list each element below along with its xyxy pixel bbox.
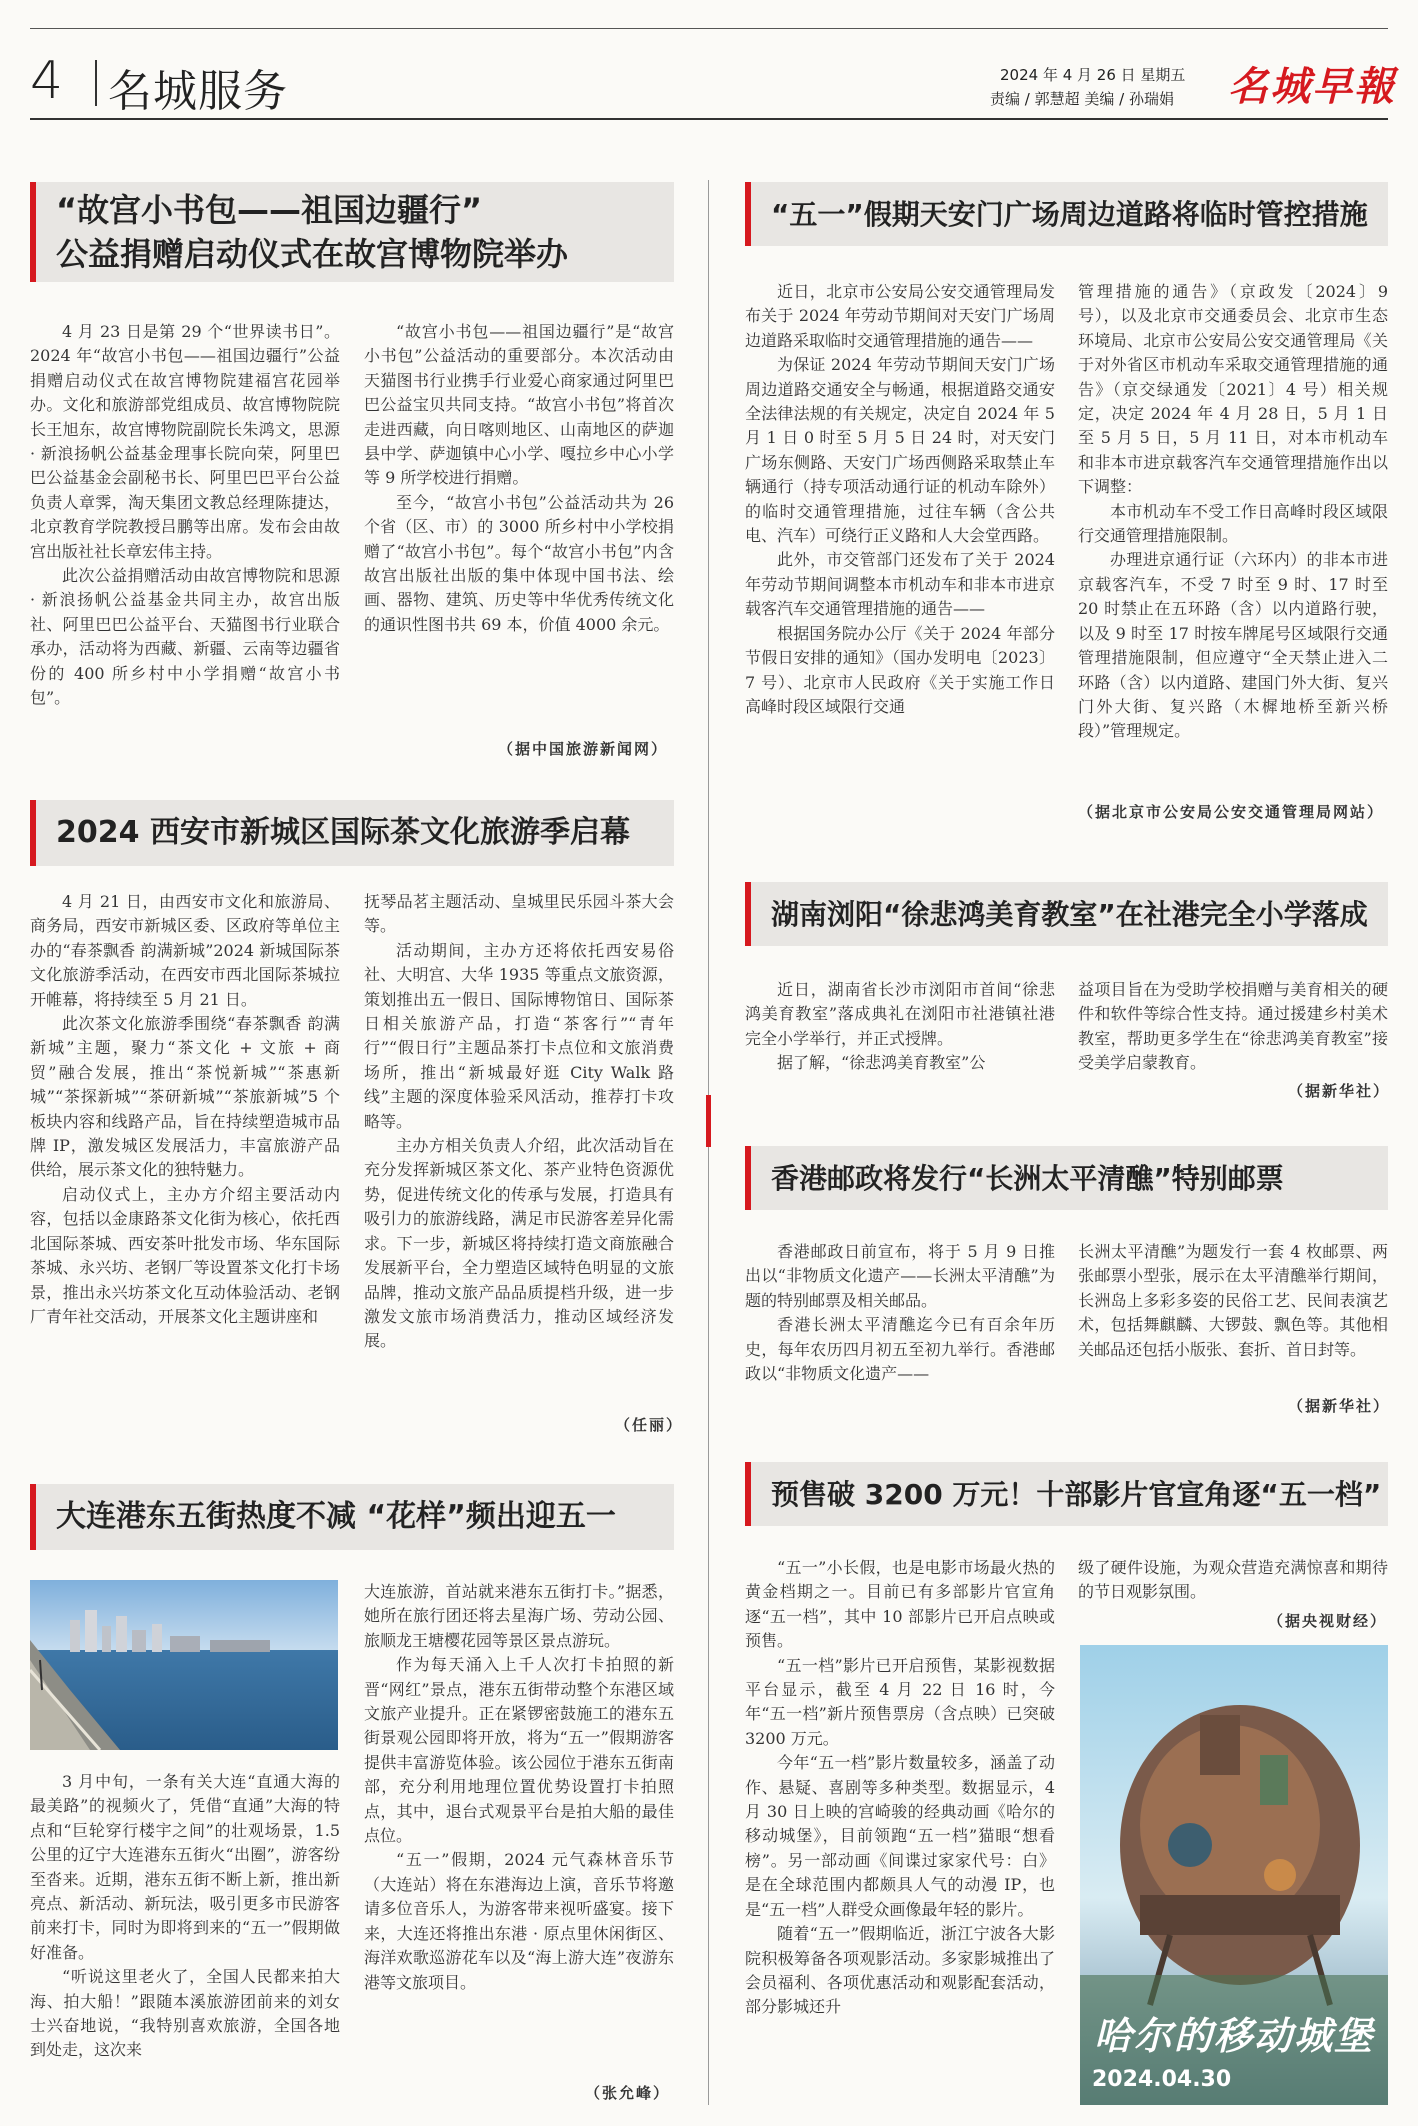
article-title-xian-tea[interactable] bbox=[30, 800, 674, 866]
newspaper-logo: 名城早報 bbox=[1228, 63, 1396, 110]
article-title-liuyang[interactable] bbox=[745, 882, 1388, 946]
issue-date: 2024 年 4 月 26 日 星期五 bbox=[1000, 66, 1186, 84]
article-body-col1 bbox=[745, 280, 1055, 850]
paragraph: “听说这里老火了，全国人民都来拍大海、拍大船！”跟随本溪旅游团前来的刘女士兴奋地说，“我特别喜欢旅游，全国各地到处走，这次来 bbox=[30, 1967, 340, 2060]
column-divider-accent bbox=[706, 1095, 711, 1147]
paragraph: 作为每天涌入上千人次打卡拍照的新晋“网红”景点，港东五街带动整个东港区域文旅产业提升。正在紧锣密鼓施工的港东五街景观公园即将开放，将为“五一”假期游客提供丰富游览体验。该公园位于港东五街南部，充分利用地理位置优势设置打卡拍照点，其中，退台式观景平台是拍大船的最佳点位。 bbox=[364, 1655, 674, 1846]
paragraph: 大连旅游，首站就来港东五街打卡。”据悉，她所在旅行团还将去星海广场、劳动公园、旅顺龙王塘樱花园等景区景点游玩。 bbox=[364, 1582, 674, 1650]
paragraph: 级了硬件设施，为观众营造充满惊喜和期待的节日观影氛围。 bbox=[1078, 1558, 1388, 1602]
paragraph: 根据国务院办公厅《关于 2024 年部分节假日安排的通知》（国办发明电〔2023〕7 号）、北京市人民政府《关于实施工作日高峰时段区域限行交通 bbox=[745, 623, 1055, 716]
article-body-col1 bbox=[745, 1556, 1055, 2102]
article-body-col2 bbox=[1078, 280, 1388, 798]
title-line-1: “故宫小书包——祖国边疆行” bbox=[56, 191, 483, 229]
article-body-col2 bbox=[364, 320, 674, 740]
header-rule-bottom bbox=[30, 118, 1388, 120]
article-body-col1 bbox=[745, 1240, 1055, 1415]
paragraph: 办理进京通行证（六环内）的非本市进京载客汽车，不受 7 时至 9 时、17 时至 20 时禁止在五环路（含）以内道路行驶，以及 9 时至 17 时按车牌尾号区域限行交通管理措施限制，但应遵守“全天禁止进入二环路（含）以内道路、建国门外大街、复兴门外大街、复兴路（木樨地桥至新兴桥段）”管理规定。 bbox=[1078, 550, 1388, 741]
paragraph: 此外，市交管部门还发布了关于 2024 年劳动节期间调整本市机动车和非本市进京载客汽车交通管理措施的通告—— bbox=[745, 550, 1055, 619]
article-body-col2 bbox=[364, 1580, 674, 2080]
paragraph: 4 月 23 日是第 29 个“世界读书日”。2024 年“故宫小书包——祖国边疆行”公益捐赠启动仪式在故宫博物院建福宫花园举办。文化和旅游部党组成员、故宫博物院院长王旭东，故宫博物院副院长朱鸿文，思源 · 新浪扬帆公益基金理事长院向荣，阿里巴巴公益基金会副秘书长、阿里巴巴平台公益负责人章霁，淘天集团文教总经理陈捷达，北京教育学院教授吕鹏等出席。发布会由故宫出版社社长章宏伟主持。 bbox=[30, 322, 340, 561]
article-body-col2 bbox=[364, 890, 674, 1440]
paragraph: “五一”假期，2024 元气森林音乐节（大连站）将在东港海边上演，音乐节将邀请多位音乐人，为游客带来视听盛宴。接下来，大连还将推出东港 · 原点里休闲街区、海洋欢歌巡游花车以及“海上游大连”夜游东港等文旅项目。 bbox=[364, 1850, 674, 1992]
poster-date: 2024.04.30 bbox=[1092, 2067, 1232, 2092]
section-title: 名城服务 bbox=[108, 66, 288, 117]
movie-poster bbox=[1080, 1645, 1388, 2105]
paragraph: 据了解，“徐悲鸿美育教室”公 bbox=[777, 1053, 986, 1073]
paragraph: 随着“五一”假期临近，浙江宁波各大影院积极筹备各项观影活动。多家影城推出了会员福利、各项优惠活动和观影配套活动，部分影城还升 bbox=[745, 1924, 1055, 2017]
article-source: （任丽） bbox=[615, 1416, 684, 1434]
editors-credit: 责编 / 郭慧超 美编 / 孙瑞娟 bbox=[990, 90, 1174, 108]
header-divider bbox=[95, 60, 97, 106]
paragraph: 本市机动车不受工作日高峰时段区域限行交通管理措施限制。 bbox=[1078, 501, 1388, 546]
article-source: （据北京市公安局公安交通管理局网站） bbox=[1078, 803, 1385, 821]
poster-title: 哈尔的移动城堡 bbox=[1094, 2014, 1375, 2058]
paragraph: 近日，湖南省长沙市浏阳市首间“徐悲鸿美育教室”落成典礼在浏阳市社港镇社港完全小学举行，并正式授牌。 bbox=[745, 980, 1055, 1048]
article-body-col2 bbox=[1078, 978, 1388, 1078]
title-line-2: 公益捐赠启动仪式在故宫博物院举办 bbox=[56, 235, 569, 273]
article-source: （据央视财经） bbox=[1268, 1612, 1388, 1630]
paragraph: 香港邮政日前宣布，将于 5 月 9 日推出以“非物质文化遗产——长洲太平清醮”为题的特别邮票及相关邮品。 bbox=[745, 1242, 1055, 1310]
article-title-dalian[interactable] bbox=[30, 1484, 674, 1550]
paragraph: 香港长洲太平清醮迄今已有百余年历史，每年农历四月初五至初九举行。香港邮政以“非物质文化遗产—— bbox=[745, 1315, 1055, 1384]
dalian-street-photo bbox=[30, 1580, 338, 1750]
article-body-col1 bbox=[30, 320, 340, 760]
title-text: 香港邮政将发行“长洲太平清醮”特别邮票 bbox=[771, 1162, 1284, 1195]
paragraph: 近日，北京市公安局公安交通管理局发布关于 2024 年劳动节期间对天安门广场周边道路采取临时交通管理措施的通告—— bbox=[745, 282, 1055, 350]
title-text: 大连港东五街热度不减 “花样”频出迎五一 bbox=[56, 1499, 616, 1534]
paragraph: 此次茶文化旅游季围绕“春茶飘香 韵满新城”主题，聚力“茶文化 + 文旅 + 商贸”融合发展，推出“茶悦新城”“茶惠新城”“茶探新城”“茶研新城”“茶旅新城”5 个板块内容和线路产品，旨在持续塑造城市品牌 IP，激发城区发展活力，丰富旅游产品供给，展示茶文化的独特魅力。 bbox=[30, 1014, 340, 1180]
paragraph: 为保证 2024 年劳动节期间天安门广场周边道路交通安全与畅通，根据道路交通安全法律法规的有关规定，决定自 2024 年 5 月 1 日 0 时至 5 月 5 日 24 时，对天安门广场东侧路、天安门广场西侧路采取禁止车辆通行（持专项活动通行证的机动车除外）的临时交通管理措施，过往车辆（含公共电、汽车）可绕行正义路和人大会堂西路。 bbox=[745, 355, 1055, 546]
paragraph: 长洲太平清醮”为题发行一套 4 枚邮票、两张邮票小型张，展示在太平清醮举行期间，长洲岛上多彩多姿的民俗工艺、民间表演艺术，包括舞麒麟、大锣鼓、飘色等。其他相关邮品还包括小版张、套折、首日封等。 bbox=[1078, 1242, 1388, 1359]
paragraph: 活动期间，主办方还将依托西安易俗社、大明宫、大华 1935 等重点文旅资源，策划推出五一假日、国际博物馆日、国际茶日相关旅游产品，打造“茶客行”“青年行”“假日行”主题品茶打卡点位和文旅消费场所，推出“新城最好逛 City Walk 路线”主题的深度体验采风活动，推荐打卡攻略等。 bbox=[364, 940, 674, 1131]
title-text: 湖南浏阳“徐悲鸿美育教室”在社港完全小学落成 bbox=[771, 898, 1368, 931]
article-title-hk-stamps[interactable] bbox=[745, 1146, 1388, 1210]
paragraph: 主办方相关负责人介绍，此次活动旨在充分发挥新城区茶文化、茶产业特色资源优势，促进传统文化的传承与发展，打造具有吸引力的旅游线路，满足市民游客差异化需求。下一步，新城区将持续打造文商旅融合发展新平台，全力塑造区域特色明显的文旅品牌，推动文旅产品品质提档升级，进一步激发文旅市场消费活力，推动区域经济发展。 bbox=[364, 1136, 674, 1351]
article-title-palace-bookbag[interactable] bbox=[30, 182, 674, 282]
photo-svg bbox=[30, 1580, 338, 1750]
paragraph: 此次公益捐赠活动由故宫博物院和思源 · 新浪扬帆公益基金共同主办，故宫出版社、阿里巴巴公益平台、天猫图书行业联合承办，活动将为西藏、新疆、云南等边疆省份的 400 所乡村中小学捐赠“故宫小书包”。 bbox=[30, 566, 340, 708]
article-body-col1 bbox=[30, 890, 340, 1460]
paragraph: 管理措施的通告》（京政发〔2024〕9 号），以及北京市交通委员会、北京市生态环境局、北京市公安局公安交通管理局《关于对外省区市机动车采取交通管理措施的通告》（京交绿通发〔2021〕4 号）相关规定，决定 2024 年 4 月 28 日，5 月 1 日至 5 月 5 日，5 月 11 日，对本市机动车和非本市进京载客汽车交通管理措施作出以下调整： bbox=[1078, 282, 1388, 497]
title-text: 2024 西安市新城区国际茶文化旅游季启幕 bbox=[56, 815, 630, 850]
paragraph: 今年“五一档”影片数量较多，涵盖了动作、悬疑、喜剧等多种类型。数据显示，4 月 30 日上映的宫崎骏的经典动画《哈尔的移动城堡》，目前领跑“五一档”猫眼“想看榜”。另一部动画《间谍过家家代号：白》是在全球范围内都颇具人气的动漫 IP，也是“五一档”人群受众画像最年轻的影片。 bbox=[745, 1753, 1055, 1919]
paragraph: 至今，“故宫小书包”公益活动共为 26 个省（区、市）的 3000 所乡村中小学校捐赠了“故宫小书包”。每个“故宫小书包”内含故宫出版社出版的集中体现中国书法、绘画、器物、建筑、历史等中华优秀传统文化的通识性图书共 69 本，价值 4000 余元。 bbox=[364, 492, 674, 634]
paragraph: 4 月 21 日，由西安市文化和旅游局、商务局，西安市新城区委、区政府等单位主办的“春茶飘香 韵满新城”2024 新城国际茶文化旅游季活动，在西安市西北国际茶城拉开帷幕，将持续至 5 月 21 日。 bbox=[30, 892, 340, 1009]
article-source: （据中国旅游新闻网） bbox=[498, 740, 669, 758]
page-number: 4 bbox=[30, 51, 64, 111]
paragraph: “五一”小长假，也是电影市场最火热的黄金档期之一。目前已有多部影片官宣角逐“五一档”，其中 10 部影片已开启点映或预售。 bbox=[745, 1558, 1055, 1651]
article-body-col1 bbox=[745, 978, 1055, 1103]
paragraph: 抚琴品茗主题活动、皇城里民乐园斗茶大会等。 bbox=[364, 892, 674, 936]
article-body-col1 bbox=[30, 1770, 340, 2095]
article-source: （据新华社） bbox=[1288, 1397, 1391, 1415]
paragraph: 3 月中旬，一条有关大连“直通大海的最美路”的视频火了，凭借“直通”大海的特点和“巨轮穿行楼宇之间”的壮观场景，1.5 公里的辽宁大连港东五街火“出圈”，游客纷至沓来。近期，港东五街不断上新，推出新亮点、新活动、新玩法，吸引更多市民游客前来打卡，同时为即将到来的“五一”假期做好准备。 bbox=[30, 1772, 340, 1962]
article-title-may-day-films[interactable] bbox=[745, 1462, 1388, 1526]
article-source: （张允峰） bbox=[585, 2084, 671, 2102]
paragraph: “故宫小书包——祖国边疆行”是“故宫小书包”公益活动的重要部分。本次活动由天猫图书行业携手行业爱心商家通过阿里巴巴公益宝贝共同支持。“故宫小书包”将首次走进西藏，向日喀则地区、山南地区的萨迦县中学、萨迦镇中心小学、嘎拉乡中心小学等 9 所学校进行捐赠。 bbox=[364, 322, 674, 488]
paragraph: 启动仪式上，主办方介绍主要活动内容，包括以金康路茶文化街为核心，依托西北国际茶城、西安茶叶批发市场、华东国际茶城、永兴坊、老钢厂等设置茶文化打卡场景，推出永兴坊茶文化互动体验活动、老钢厂青年社交活动，开展茶文化主题讲座和 bbox=[30, 1184, 340, 1326]
article-body-col2 bbox=[1078, 1556, 1388, 1606]
header-rule-top bbox=[30, 28, 1388, 29]
title-text: “五一”假期天安门广场周边道路将临时管控措施 bbox=[771, 198, 1368, 231]
paragraph: “五一档”影片已开启预售，某影视数据平台显示，截至 4 月 22 日 16 时，今年“五一档”新片预售票房（含点映）已突破 3200 万元。 bbox=[745, 1655, 1055, 1748]
paragraph: 益项目旨在为受助学校捐赠与美育相关的硬件和软件等综合性支持。通过援建乡村美术教室，帮助更多学生在“徐悲鸿美育教室”接受美学启蒙教育。 bbox=[1078, 980, 1388, 1073]
article-title-tiananmen[interactable] bbox=[745, 182, 1388, 246]
article-source: （据新华社） bbox=[1288, 1082, 1391, 1100]
article-body-col2 bbox=[1078, 1240, 1388, 1390]
title-text: 预售破 3200 万元！十部影片官宣角逐“五一档” bbox=[771, 1478, 1382, 1511]
